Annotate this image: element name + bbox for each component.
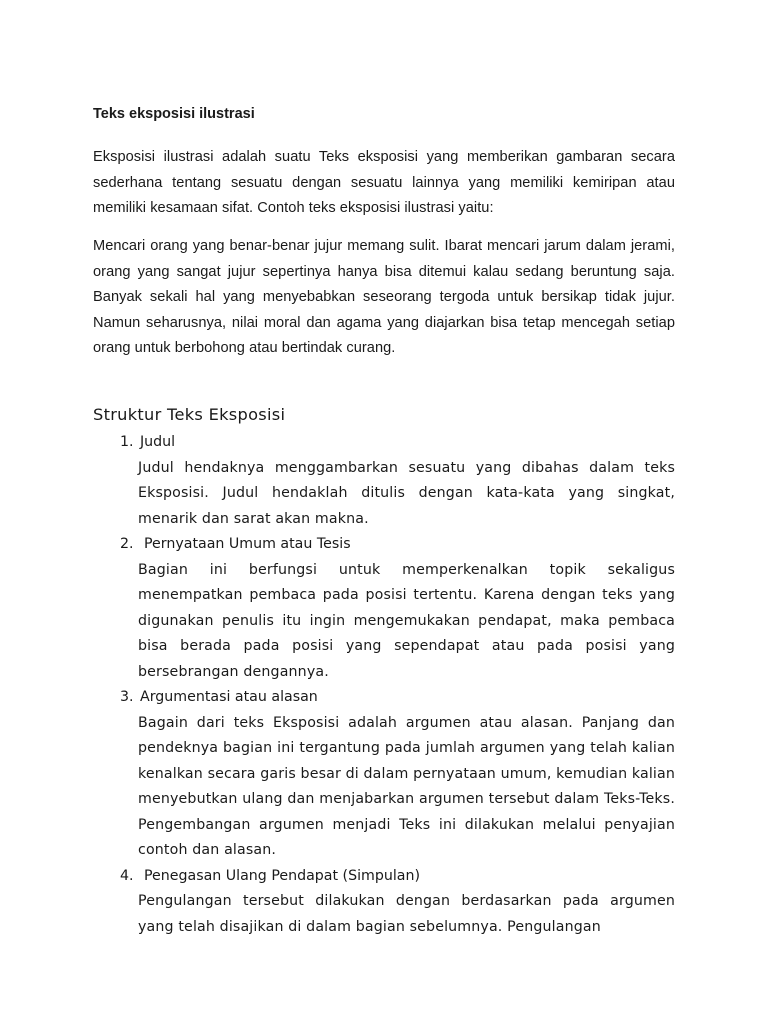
- list-item-body: Judul hendaknya menggambarkan sesuatu yang dibahas dalam teks Eksposisi. Judul hendaklah ditulis dengan kata-kata yang singkat, menarik dan sarat akan makna.: [138, 459, 675, 527]
- example-paragraph: Mencari orang yang benar-benar jujur memang sulit. Ibarat mencari jarum dalam jerami, orang yang sangat jujur sepertinya hanya bisa ditemui kalau sedang beruntung saja. Banyak sekali hal yang menyebabkan seseorang tergoda untuk bersikap tidak jujur. Namun seharusnya, nilai moral dan agama yang diajarkan bisa tetap mencegah setiap orang untuk berbohong atau bertindak curang.: [93, 238, 675, 356]
- list-item: [93, 685, 683, 864]
- list-item-body: Bagain dari teks Eksposisi adalah argumen atau alasan. Panjang dan pendeknya bagian ini tergantung pada jumlah argumen yang telah kalian kenalkan secara garis besar di dalam pernyataan umum, kemudian kalian menyebutkan ulang dan menjabarkan argumen tersebut dalam Teks-Teks. Pengembangan argumen menjadi Teks ini dilakukan melalui penyajian contoh dan alasan.: [138, 714, 676, 858]
- structure-heading: Struktur Teks Eksposisi: [93, 405, 286, 424]
- list-item-head: [93, 430, 683, 456]
- list-item-number: 4.: [120, 867, 134, 884]
- list-item-title: Judul: [140, 434, 176, 450]
- list-item-title: Argumentasi atau alasan: [140, 689, 318, 705]
- list-item-head: [93, 532, 683, 558]
- list-item-body: Pengulangan tersebut dilakukan dengan berdasarkan pada argumen yang telah disajikan di dalam bagian sebelumnya. Pengulangan: [138, 893, 675, 935]
- structure-list: [93, 430, 683, 940]
- list-item: [93, 532, 683, 685]
- intro-paragraph: Eksposisi ilustrasi adalah suatu Teks eksposisi yang memberikan gambaran secara sederhana tentang sesuatu dengan sesuatu lainnya yang memiliki kemiripan atau memiliki kesamaan sifat. Contoh teks eksposisi ilustrasi yaitu:: [93, 149, 675, 216]
- list-item-number: 3.: [120, 689, 134, 705]
- list-item-number: 2.: [120, 536, 134, 552]
- list-item: [93, 864, 683, 941]
- list-item-head: [93, 864, 683, 890]
- list-item-head: [93, 685, 683, 711]
- list-item-number: 1.: [120, 434, 134, 450]
- list-item-title: Pernyataan Umum atau Tesis: [144, 536, 351, 552]
- document-title: Teks eksposisi ilustrasi: [93, 106, 255, 122]
- list-item: [93, 430, 683, 532]
- list-item-body: Bagian ini berfungsi untuk memperkenalkan topik sekaligus menempatkan pembaca pada posisi tertentu. Karena dengan teks yang digunakan penulis itu ingin mengemukakan pendapat, maka pembaca bisa berada pada posisi yang sependapat atau pada posisi yang bersebrangan dengannya.: [138, 561, 675, 680]
- list-item-title: Penegasan Ulang Pendapat (Simpulan): [144, 867, 421, 884]
